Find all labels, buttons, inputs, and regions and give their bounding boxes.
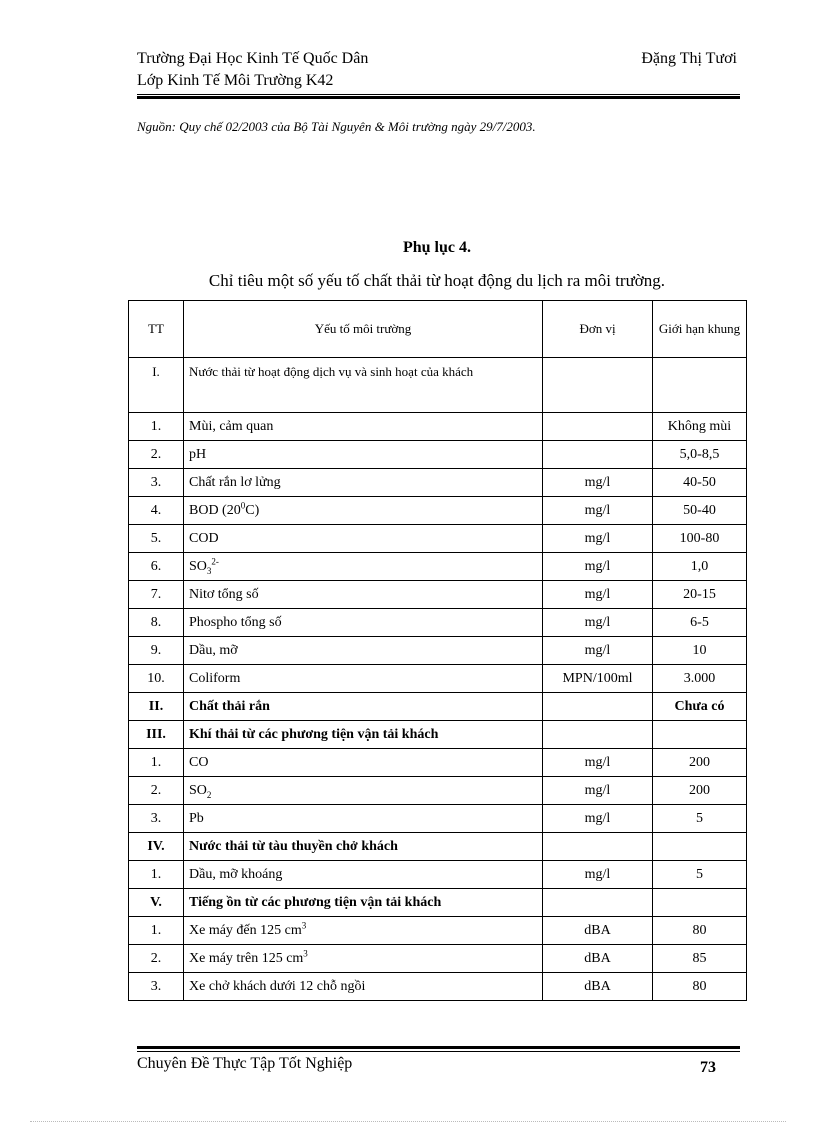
cell-limit: 5,0-8,5 — [653, 441, 747, 469]
cell-unit — [543, 693, 653, 721]
cell-tt: 8. — [129, 609, 184, 637]
cell-unit: mg/l — [543, 581, 653, 609]
table-row — [129, 945, 747, 973]
cell-tt: 1. — [129, 413, 184, 441]
cell-limit: 10 — [653, 637, 747, 665]
factor-superscript: 0 — [240, 500, 246, 511]
cell-tt: 6. — [129, 553, 184, 581]
cell-tt: 2. — [129, 945, 184, 973]
cell-factor: Nitơ tổng số — [184, 581, 543, 609]
header-factor: Yếu tố môi trường — [184, 301, 543, 358]
cell-unit — [543, 889, 653, 917]
table-row — [129, 889, 747, 917]
cell-factor: Tiếng ồn từ các phương tiện vận tải khách — [184, 889, 543, 917]
cell-limit — [653, 833, 747, 861]
factor-superscript: 2- — [211, 556, 219, 567]
cell-factor: Nước thải từ hoạt động dịch vụ và sinh hoạt của khách — [184, 358, 543, 413]
cell-tt: II. — [129, 693, 184, 721]
cell-limit — [653, 721, 747, 749]
cell-tt: 3. — [129, 805, 184, 833]
cell-factor: Pb — [184, 805, 543, 833]
cell-limit: 80 — [653, 917, 747, 945]
factor-subscript: 2 — [206, 789, 212, 800]
table-row — [129, 441, 747, 469]
cell-factor — [184, 553, 543, 581]
footer-rule-thin — [137, 1051, 740, 1052]
cell-tt: III. — [129, 721, 184, 749]
cell-factor: Dầu, mỡ khoáng — [184, 861, 543, 889]
cell-factor: Xe chở khách dưới 12 chỗ ngồi — [184, 973, 543, 1001]
cell-factor: Chất rắn lơ lửng — [184, 469, 543, 497]
factor-superscript: 3 — [303, 948, 308, 959]
cell-unit: mg/l — [543, 469, 653, 497]
table-row — [129, 581, 747, 609]
table-row — [129, 693, 747, 721]
factor-text: SO — [189, 559, 207, 574]
header-tt: TT — [129, 301, 184, 358]
cell-unit — [543, 413, 653, 441]
page-edge-dotted-line — [30, 1121, 786, 1122]
cell-factor: Chất thải rắn — [184, 693, 543, 721]
cell-factor: Mùi, cảm quan — [184, 413, 543, 441]
cell-limit: 200 — [653, 749, 747, 777]
factor-text: BOD (20 — [189, 503, 241, 518]
cell-factor: Phospho tổng số — [184, 609, 543, 637]
cell-limit: Chưa có — [653, 693, 747, 721]
cell-limit: 20-15 — [653, 581, 747, 609]
cell-unit: mg/l — [543, 749, 653, 777]
table-row — [129, 777, 747, 805]
cell-limit: 5 — [653, 805, 747, 833]
cell-factor: Nước thải từ tàu thuyền chở khách — [184, 833, 543, 861]
header-rule-thin — [137, 94, 740, 95]
cell-tt: 2. — [129, 777, 184, 805]
cell-limit: 80 — [653, 973, 747, 1001]
appendix-subtitle: Chỉ tiêu một số yếu tố chất thải từ hoạt động du lịch ra môi trường. — [208, 271, 666, 290]
header-class: Lớp Kinh Tế Môi Trường K42 — [137, 72, 334, 89]
cell-tt: 2. — [129, 441, 184, 469]
table-row — [129, 553, 747, 581]
cell-tt: 4. — [129, 497, 184, 525]
factor-superscript: 3 — [301, 920, 307, 931]
table-row — [129, 637, 747, 665]
table-row — [129, 469, 747, 497]
table-row — [129, 861, 747, 889]
cell-unit: dBA — [543, 945, 653, 973]
factor-text: Xe máy trên 125 cm — [189, 951, 304, 966]
factor-text: SO — [189, 783, 207, 798]
cell-unit — [543, 721, 653, 749]
cell-unit: mg/l — [543, 553, 653, 581]
cell-factor — [184, 497, 543, 525]
cell-factor — [184, 777, 543, 805]
cell-limit — [653, 889, 747, 917]
cell-limit: 100-80 — [653, 525, 747, 553]
table-row — [129, 609, 747, 637]
cell-unit — [543, 441, 653, 469]
table-row — [129, 805, 747, 833]
cell-tt: 1. — [129, 749, 184, 777]
header-school: Trường Đại Học Kinh Tế Quốc Dân — [137, 50, 369, 67]
cell-tt: 3. — [129, 469, 184, 497]
table-row — [129, 721, 747, 749]
cell-unit: mg/l — [543, 777, 653, 805]
table-body — [129, 358, 747, 1001]
footer-title: Chuyên Đề Thực Tập Tốt Nghiệp — [137, 1055, 353, 1072]
cell-limit: 50-40 — [653, 497, 747, 525]
cell-tt: 9. — [129, 637, 184, 665]
cell-tt: 1. — [129, 861, 184, 889]
table-row — [129, 497, 747, 525]
table-header-row — [129, 301, 747, 358]
header-unit: Đơn vị — [543, 301, 653, 358]
footer-rule-thick — [137, 1046, 740, 1049]
cell-factor: Dầu, mỡ — [184, 637, 543, 665]
table-row — [129, 973, 747, 1001]
header-rule-thick — [137, 96, 740, 99]
cell-unit: dBA — [543, 973, 653, 1001]
cell-limit: 3.000 — [653, 665, 747, 693]
cell-factor: Khí thải từ các phương tiện vận tải khách — [184, 721, 543, 749]
cell-tt: I. — [129, 358, 184, 413]
cell-limit: 40-50 — [653, 469, 747, 497]
cell-unit — [543, 833, 653, 861]
table-row — [129, 525, 747, 553]
cell-limit: Không mùi — [653, 413, 747, 441]
cell-unit: mg/l — [543, 525, 653, 553]
cell-factor: Coliform — [184, 665, 543, 693]
cell-tt: 5. — [129, 525, 184, 553]
factor-text-tail: C) — [245, 503, 260, 518]
appendix-title: Phụ lục 4. — [402, 239, 471, 256]
environment-limits-table — [128, 300, 747, 1001]
cell-limit: 200 — [653, 777, 747, 805]
cell-unit: MPN/100ml — [543, 665, 653, 693]
header-limit: Giới hạn khung — [653, 301, 747, 358]
cell-limit: 6-5 — [653, 609, 747, 637]
cell-factor — [184, 945, 543, 973]
table-row — [129, 917, 747, 945]
cell-unit: mg/l — [543, 861, 653, 889]
cell-limit — [653, 358, 747, 413]
cell-unit: mg/l — [543, 637, 653, 665]
factor-subscript: 3 — [206, 565, 212, 576]
cell-tt: 3. — [129, 973, 184, 1001]
cell-unit: mg/l — [543, 497, 653, 525]
cell-limit: 1,0 — [653, 553, 747, 581]
cell-unit: mg/l — [543, 609, 653, 637]
cell-tt: IV. — [129, 833, 184, 861]
cell-factor — [184, 917, 543, 945]
cell-unit: dBA — [543, 917, 653, 945]
cell-tt: 10. — [129, 665, 184, 693]
cell-factor: CO — [184, 749, 543, 777]
cell-factor: pH — [184, 441, 543, 469]
table-row — [129, 413, 747, 441]
table-row — [129, 665, 747, 693]
factor-text: Xe máy đến 125 cm — [189, 923, 302, 938]
cell-unit: mg/l — [543, 805, 653, 833]
header-author: Đặng Thị Tươi — [641, 50, 737, 67]
table-row — [129, 833, 747, 861]
cell-factor: COD — [184, 525, 543, 553]
cell-tt: 7. — [129, 581, 184, 609]
page-number: 73 — [700, 1059, 716, 1076]
cell-unit — [543, 358, 653, 413]
cell-tt: 1. — [129, 917, 184, 945]
cell-limit: 85 — [653, 945, 747, 973]
table-row — [129, 358, 747, 413]
table-row — [129, 749, 747, 777]
source-note: Nguồn: Quy chế 02/2003 của Bộ Tài Nguyên & Môi trường ngày 29/7/2003. — [137, 119, 536, 134]
cell-tt: V. — [129, 889, 184, 917]
cell-limit: 5 — [653, 861, 747, 889]
